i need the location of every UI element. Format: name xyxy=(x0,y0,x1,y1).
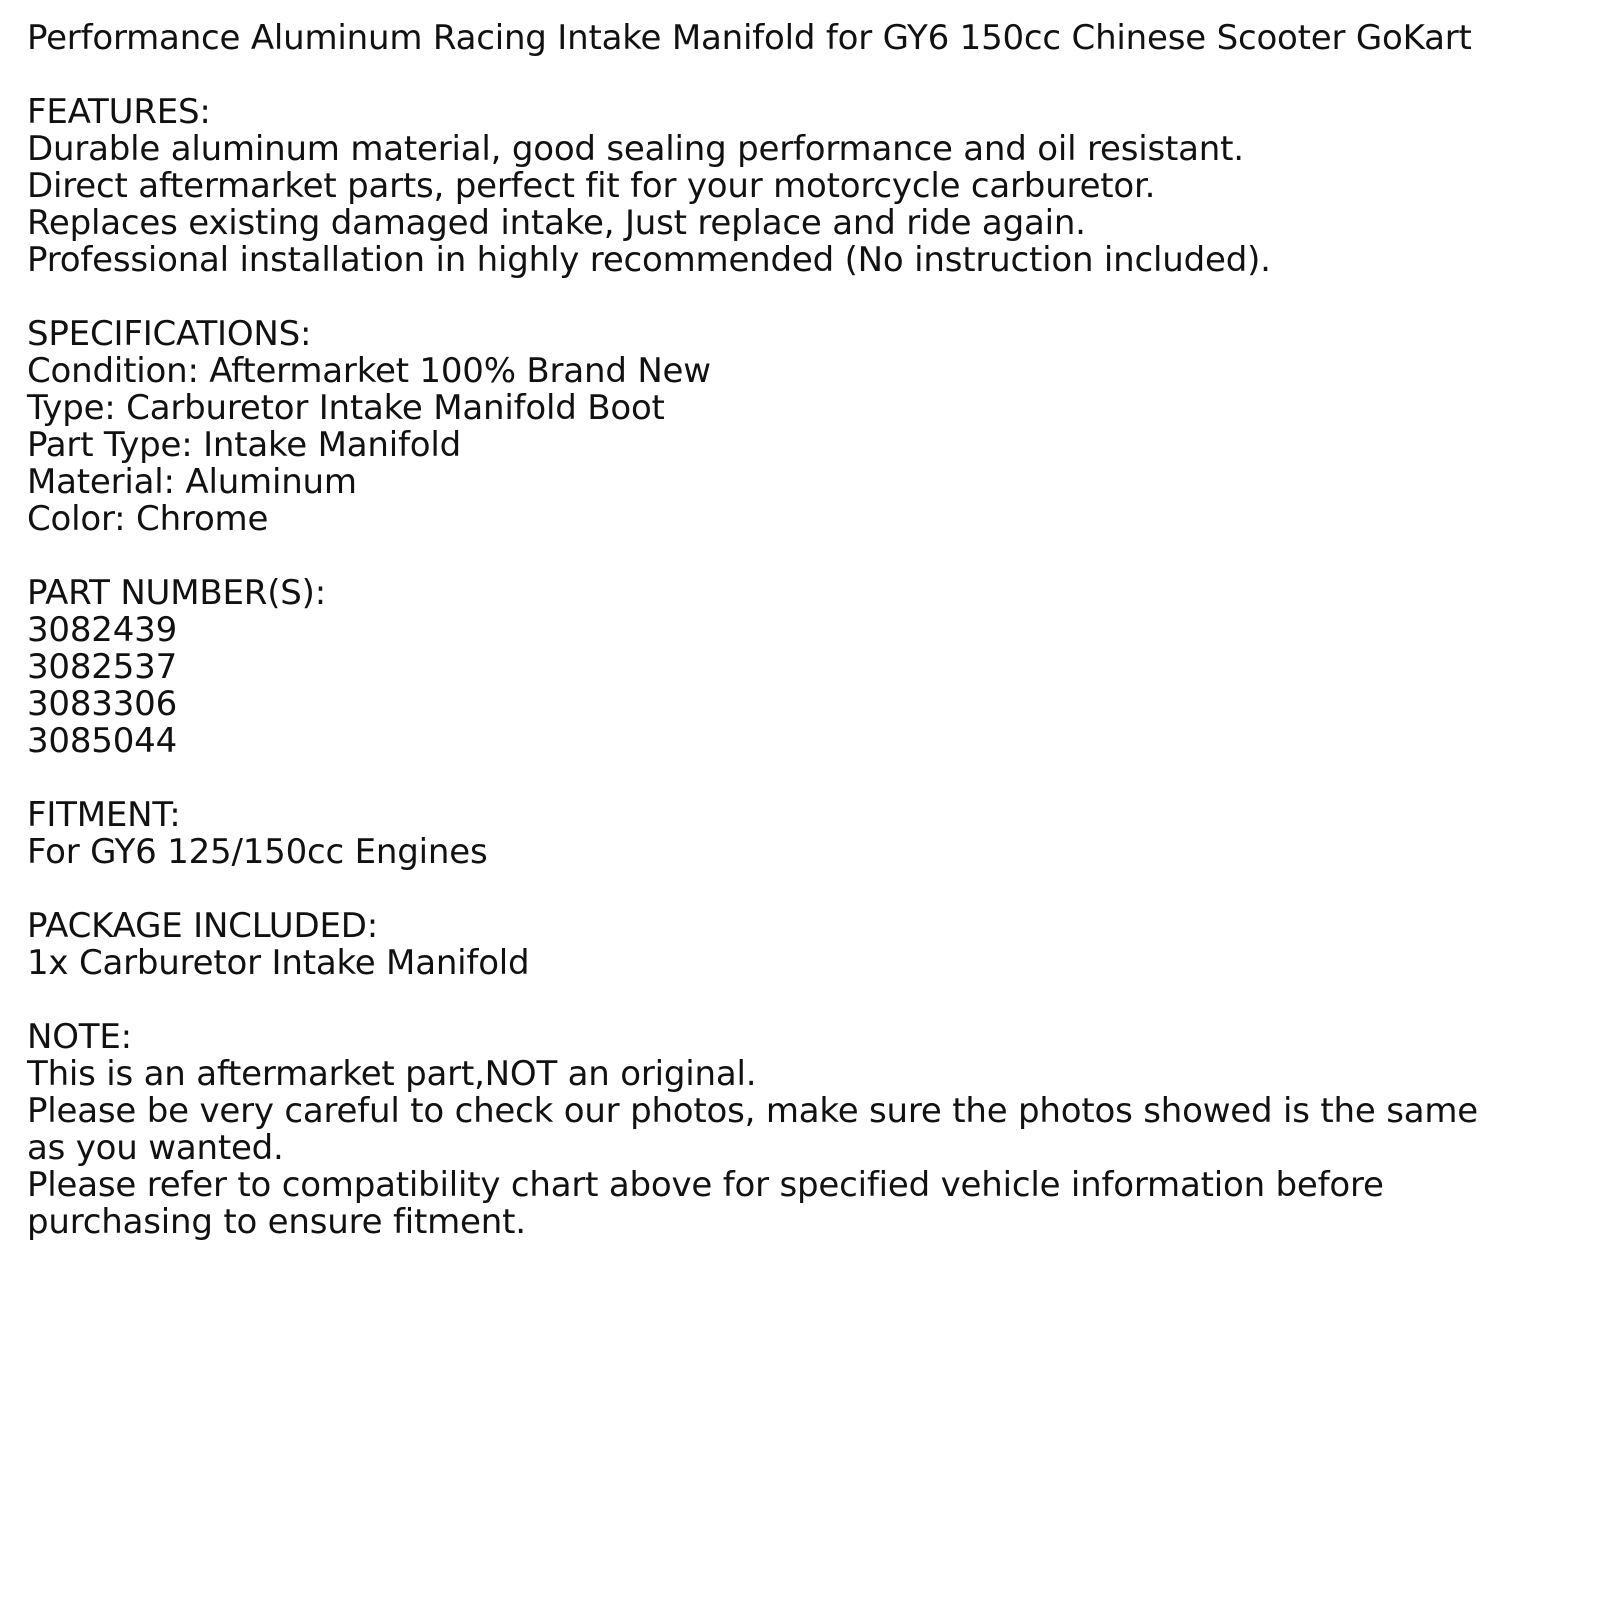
features-section xyxy=(27,94,1577,279)
specifications-heading: SPECIFICATIONS: xyxy=(27,314,312,354)
part-number: 3083306 xyxy=(27,684,178,724)
package-heading: PACKAGE INCLUDED: xyxy=(27,906,378,946)
product-title: Performance Aluminum Racing Intake Manifold for GY6 150cc Chinese Scooter GoKart xyxy=(27,18,1472,58)
spec-part-type: Part Type: Intake Manifold xyxy=(27,425,461,465)
spec-material: Material: Aluminum xyxy=(27,462,357,502)
note-heading: NOTE: xyxy=(27,1017,132,1057)
spec-color: Color: Chrome xyxy=(27,499,269,539)
feature-line: Durable aluminum material, good sealing performance and oil resistant. xyxy=(27,129,1244,169)
package-section xyxy=(27,908,1577,982)
part-number: 3082439 xyxy=(27,610,178,650)
spec-type: Type: Carburetor Intake Manifold Boot xyxy=(27,388,665,428)
note-line: This is an aftermarket part,NOT an original. xyxy=(27,1054,757,1094)
fitment-heading: FITMENT: xyxy=(27,795,181,835)
part-number: 3085044 xyxy=(27,721,178,761)
note-line: purchasing to ensure fitment. xyxy=(27,1202,526,1242)
spec-condition: Condition: Aftermarket 100% Brand New xyxy=(27,351,711,391)
part-numbers-section xyxy=(27,575,1577,760)
product-description xyxy=(27,20,1577,1278)
features-heading: FEATURES: xyxy=(27,92,211,132)
note-line: as you wanted. xyxy=(27,1128,284,1168)
fitment-line: For GY6 125/150cc Engines xyxy=(27,832,488,872)
note-line: Please refer to compatibility chart above for specified vehicle information before xyxy=(27,1165,1384,1205)
part-numbers-heading: PART NUMBER(S): xyxy=(27,573,326,613)
fitment-section xyxy=(27,797,1577,871)
note-section xyxy=(27,1019,1577,1241)
note-line: Please be very careful to check our photos, make sure the photos showed is the same xyxy=(27,1091,1478,1131)
part-number: 3082537 xyxy=(27,647,178,687)
feature-line: Direct aftermarket parts, perfect fit for your motorcycle carburetor. xyxy=(27,166,1156,206)
specifications-section xyxy=(27,316,1577,538)
package-line: 1x Carburetor Intake Manifold xyxy=(27,943,530,983)
feature-line: Replaces existing damaged intake, Just replace and ride again. xyxy=(27,203,1086,243)
feature-line: Professional installation in highly recommended (No instruction included). xyxy=(27,240,1271,280)
